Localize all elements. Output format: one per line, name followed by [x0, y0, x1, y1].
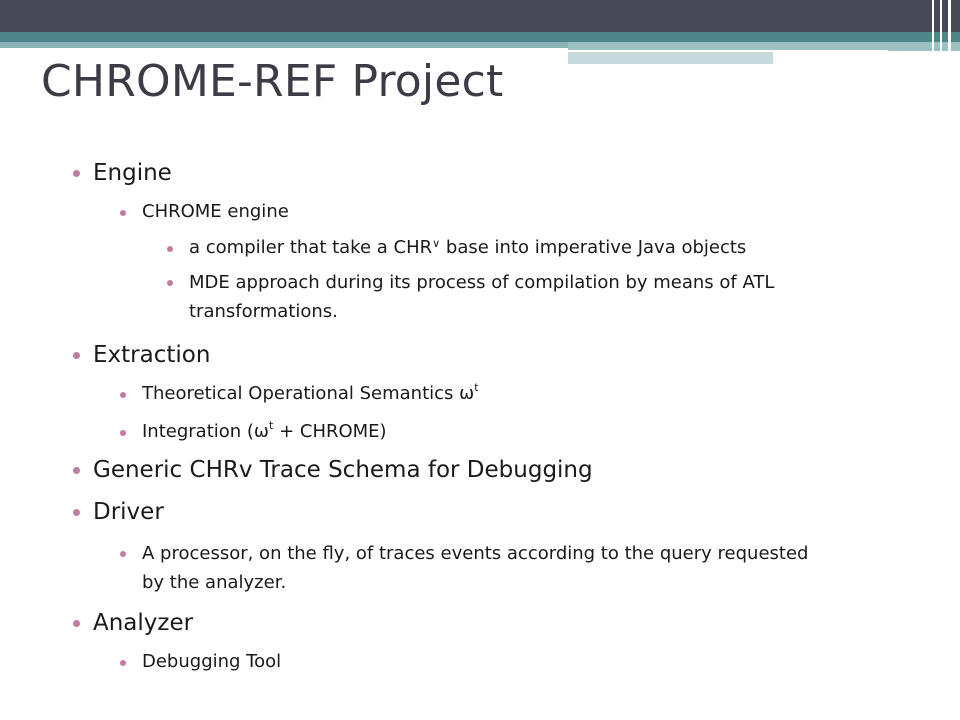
bullet-text: Analyzer	[93, 610, 194, 636]
list-item	[142, 421, 387, 442]
header-band-pale	[568, 51, 773, 64]
slide-title: CHROME-REF Project	[41, 56, 504, 107]
bullet-text: Debugging Tool	[142, 651, 282, 672]
bullet-text: Theoretical Operational Semantics ω	[142, 383, 475, 404]
bullet-icon	[73, 620, 80, 627]
bullet-text: Engine	[93, 160, 172, 186]
list-item	[93, 610, 193, 636]
header-edge-stripe	[932, 0, 934, 64]
bullet-text: Generic CHRv Trace Schema for Debugging	[93, 457, 593, 483]
bullet-text: base into imperative Java objects	[440, 237, 747, 258]
header-edge-stripe	[948, 0, 951, 64]
list-item	[189, 237, 746, 258]
bullet-icon	[120, 210, 126, 216]
header-divider	[568, 50, 888, 52]
bullet-text: A processor, on the fly, of traces events according to the query requested by the analyzer.	[142, 543, 809, 593]
bullet-icon	[120, 660, 126, 666]
list-item	[142, 201, 289, 222]
list-item	[189, 268, 899, 326]
bullet-icon	[73, 509, 80, 516]
bullet-icon	[167, 246, 173, 252]
list-item	[142, 539, 832, 597]
list-item	[142, 383, 479, 404]
header-band	[0, 32, 960, 42]
header-bar	[0, 0, 960, 32]
list-item	[142, 651, 281, 672]
bullet-icon	[120, 392, 126, 398]
bullet-icon	[73, 352, 80, 359]
logical-or-symbol: ∨	[432, 237, 441, 250]
bullet-text: Integration (ω	[142, 421, 270, 442]
bullet-icon	[167, 280, 173, 286]
bullet-text: MDE approach during its process of compilation by means of ATL transformations.	[189, 272, 775, 322]
header-band-light	[0, 42, 568, 48]
list-item	[93, 499, 164, 525]
bullet-text: CHROME engine	[142, 201, 289, 222]
superscript: t	[474, 381, 479, 394]
bullet-icon	[120, 551, 126, 557]
bullet-text: + CHROME)	[273, 421, 387, 442]
list-item	[93, 457, 593, 483]
bullet-text: Driver	[93, 499, 164, 525]
bullet-text: Extraction	[93, 342, 211, 368]
list-item	[93, 160, 172, 186]
bullet-icon	[120, 430, 126, 436]
superscript: t	[269, 419, 274, 432]
bullet-text: a compiler that take a CHR	[189, 237, 433, 258]
bullet-icon	[73, 467, 80, 474]
list-item	[93, 342, 210, 368]
header-edge-stripe	[940, 0, 942, 64]
bullet-icon	[73, 170, 80, 177]
